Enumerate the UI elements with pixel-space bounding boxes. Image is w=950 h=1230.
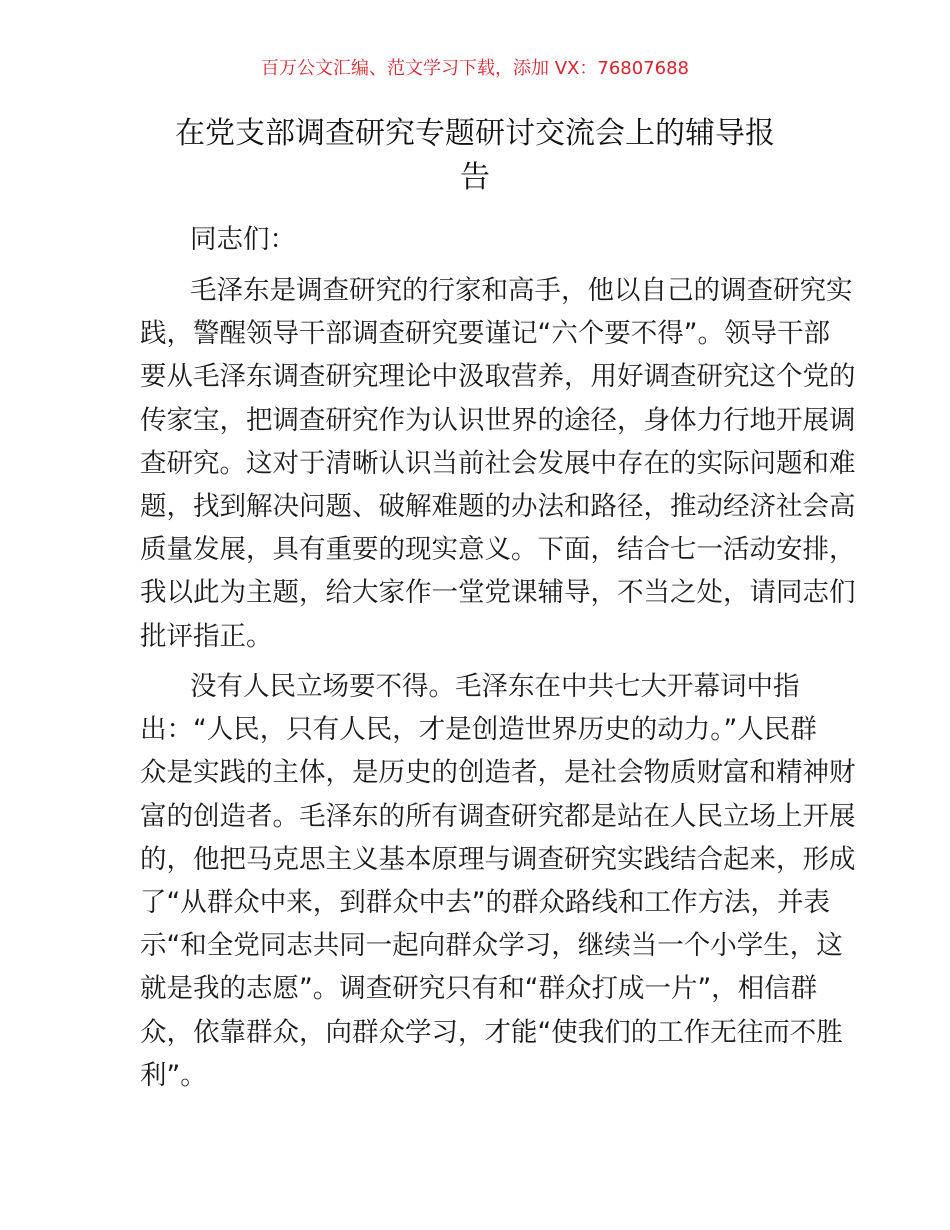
paragraph-line: 众，依靠群众，向群众学习，才能“使我们的工作无往而不胜 (140, 1016, 843, 1048)
paragraph-line: 我以此为主题，给大家作一堂党课辅导，不当之处，请同志们 (140, 577, 856, 609)
paragraph-line: 富的创造者。毛泽东的所有调查研究都是站在人民立场上开展 (140, 800, 856, 832)
paragraph-line: 质量发展，具有重要的现实意义。下面，结合七一活动安排， (140, 534, 856, 566)
paragraph-line: 就是我的志愿”。调查研究只有和“群众打成一片”，相信群 (140, 973, 818, 1005)
paragraph-line: 众是实践的主体，是历史的创造者，是社会物质财富和精神财 (140, 757, 856, 789)
paragraph-intro (140, 269, 856, 658)
paragraph-line: 出：“人民，只有人民，才是创造世界历史的动力。”人民群 (140, 714, 817, 746)
watermark-banner: 百万公文汇编、范文学习下载，添加 VX：76807688 (261, 58, 689, 79)
greeting-text: 同志们： (190, 224, 296, 255)
paragraph-line: 没有人民立场要不得。毛泽东在中共七大开幕词中指 (190, 671, 800, 702)
paragraph-line: 毛泽东是调查研究的行家和高手，他以自己的调查研究实 (190, 275, 853, 306)
paragraph-line: 要从毛泽东调查研究理论中汲取营养，用好调查研究这个党的 (140, 361, 856, 393)
paragraph-line: 查研究。这对于清晰认识当前社会发展中存在的实际问题和难 (140, 447, 856, 479)
paragraph-people-stance (140, 665, 856, 1097)
paragraph-line: 批评指正。 (140, 620, 273, 652)
paragraph-line: 利”。 (140, 1059, 207, 1091)
paragraph-line: 的，他把马克思主义基本原理与调查研究实践结合起来，形成 (140, 843, 856, 875)
title-line: 在党支部调查研究专题研讨交流会上的辅导报 (175, 116, 775, 151)
paragraph-line: 践，警醒领导干部调查研究要谨记“六个要不得”。领导干部 (140, 318, 830, 350)
greeting (140, 218, 815, 261)
paragraph-line: 传家宝，把调查研究作为认识世界的途径，身体力行地开展调 (140, 404, 856, 436)
paragraph-line: 示“和全党同志共同一起向群众学习，继续当一个小学生，这 (140, 930, 843, 962)
paragraph-line: 了“从群众中来，到群众中去”的群众路线和工作方法，并表 (140, 886, 830, 918)
paragraph-line: 题，找到解决问题、破解难题的办法和路径，推动经济社会高 (140, 490, 856, 522)
document-title (140, 112, 810, 200)
title-line: 告 (460, 160, 490, 195)
